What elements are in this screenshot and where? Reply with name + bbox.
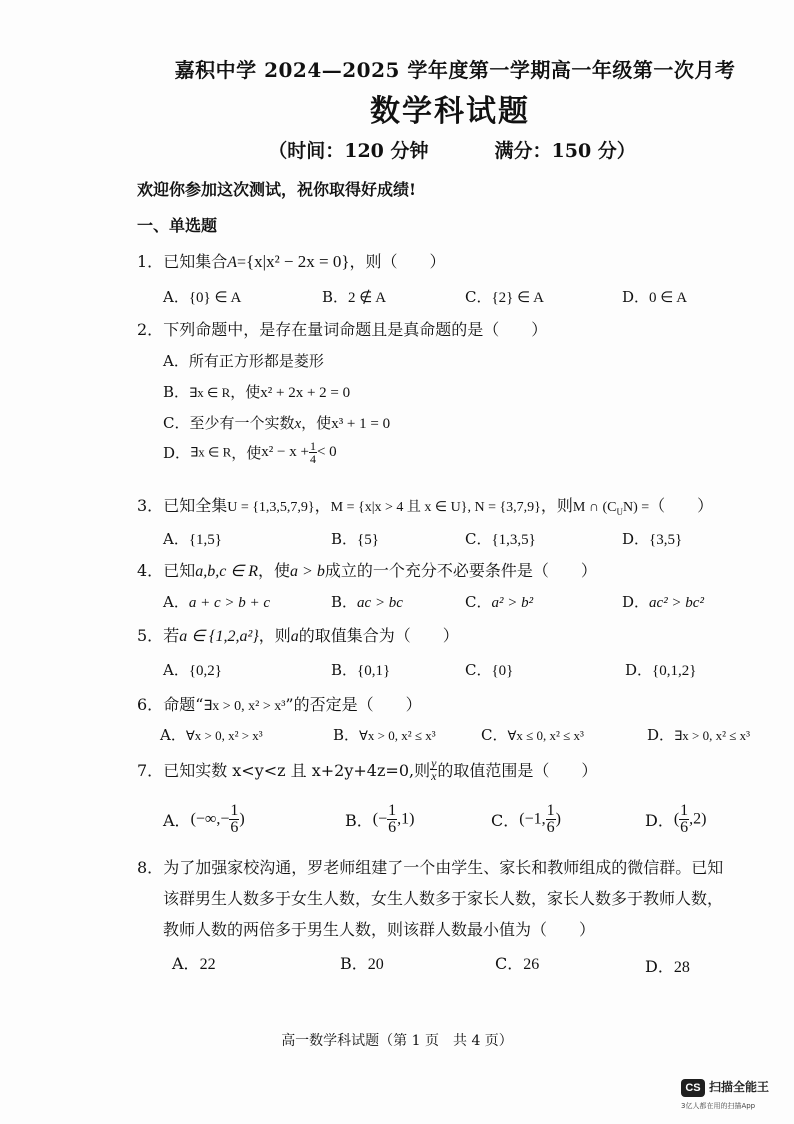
subject-title: 数学科试题 [370, 94, 530, 129]
option-c: C．(−1, $\frac{1}{6}$ ) [491, 802, 561, 836]
watermark-tagline: 3亿人都在用的扫描App [681, 1102, 756, 1110]
question-2 [137, 317, 547, 340]
question-4: 4．已知a,b,c ∈ R，使a > b成立的一个充分不必要条件是（ ） [137, 561, 597, 580]
option-a: A．所有正方形都是菱形 [163, 352, 324, 370]
exam-score: 满分：150 分） [494, 140, 636, 162]
option-b: B．{5} [331, 530, 379, 548]
option-a: A．{1,5} [163, 530, 222, 548]
question-5: 5．若a ∈ {1,2,a²}，则a的取值集合为（ ） [137, 626, 459, 645]
option-d: D．{0,1,2} [625, 661, 697, 679]
camscanner-logo-icon: CS [681, 1079, 705, 1097]
option-c: C．a² > b² [465, 593, 534, 611]
fraction: $\frac{1}{6}$ [230, 802, 239, 836]
option-b: B．∃x ∈ R，使x² + 2x + 2 = 0 [163, 383, 351, 401]
question-1 [137, 249, 446, 272]
welcome-message: 欢迎你参加这次测试，祝你取得好成绩! [137, 180, 417, 199]
page-footer: 高一数学科试题（第 1 页 共 4 页） [281, 1033, 513, 1049]
question-text: 该群男生人数多于女生人数，女生人数多于家长人数，家长人数多于教师人数， [163, 889, 724, 908]
question-text: 已知集合 [163, 252, 228, 271]
option-a: A．{0,2} [163, 661, 222, 679]
option-a: A．22 [172, 954, 216, 973]
option-c: C．∀x ≤ 0, x² ≤ x³ [481, 726, 584, 744]
scanner-watermark [681, 1075, 781, 1115]
exam-info [0, 136, 794, 163]
exam-time: （时间：120 分钟 [268, 140, 429, 162]
question-6: 6．命题“∃x > 0, x² > x³”的否定是（ ） [137, 695, 422, 714]
question-number: 1． [137, 252, 164, 271]
question-text: 下列命题中，是存在量词命题且是真命题的是（ ） [163, 320, 548, 339]
watermark-name: 扫描全能王 [709, 1080, 770, 1094]
fraction: $\frac{1}{6}$ [546, 802, 555, 836]
question-text: ，则（ ） [349, 252, 446, 271]
exam-header-title: 嘉积中学 2024—2025 学年度第一学期高一年级第一次月考 [174, 58, 736, 82]
option-d: D．28 [645, 957, 690, 976]
section-title: 一、单选题 [137, 216, 218, 235]
option-b: B．(− $\frac{1}{6}$ ,1) [345, 802, 415, 836]
option-d: D．ac² > bc² [622, 593, 704, 611]
option-c: C．至少有一个实数x，使x³ + 1 = 0 [163, 414, 391, 432]
option-a: A．(−∞,− $\frac{1}{6}$ ) [163, 802, 245, 836]
option-d: D．∃x ∈ R，使x² − x + $\frac{1}{4}$ < 0 [163, 439, 337, 466]
option-d: D．{3,5} [622, 530, 683, 548]
option-c: C．{2} ∈ A [465, 288, 544, 306]
option-a: A．∀x > 0, x² > x³ [160, 726, 263, 744]
question-3: 3．已知全集U = {1,3,5,7,9}，M = {x|x > 4 且 x ∈ U}, N = {3,7,9}，则M ∩ $(C_UN)$ =（ ） [137, 496, 714, 518]
option-b: B．{0,1} [331, 661, 391, 679]
question-7: 7．已知实数 x<y<z 且 x+2y+4z=0,则 $\frac{y}{x}$ 的取值范围是（ ） [137, 756, 598, 783]
question-text: 教师人数的两倍多于男生人数，则该群人数最小值为（ ） [163, 920, 596, 939]
option-a: A．a + c > b + c [163, 593, 271, 611]
option-d: D．( $\frac{1}{6}$ ,2) [645, 802, 707, 836]
option-c: C．{1,3,5} [465, 530, 536, 548]
option-b: B．ac > bc [331, 593, 403, 611]
fraction: $\frac{1}{6}$ [388, 802, 397, 836]
question-8: 8．为了加强家校沟通，罗老师组建了一个由学生、家长和教师组成的微信群。已知 [137, 858, 724, 877]
option-a: A．{0} ∈ A [163, 288, 242, 306]
option-c: C．{0} [465, 661, 514, 679]
fraction: $\frac{1}{4}$ [309, 439, 316, 466]
option-c: C．26 [495, 954, 540, 973]
math-expr: = [236, 254, 247, 271]
option-d: D．0 ∈ A [622, 288, 688, 306]
question-number: 2． [137, 320, 164, 339]
fraction: $\frac{1}{6}$ [680, 802, 689, 836]
math-expr: {x|x² − 2x = 0} [246, 252, 350, 271]
fraction: $\frac{y}{x}$ [431, 756, 437, 783]
option-b: B．20 [340, 954, 384, 973]
option-b: B．2 ∉ A [322, 288, 387, 306]
option-d: D．∃x > 0, x² ≤ x³ [647, 726, 751, 744]
math-expr: A [227, 254, 237, 271]
option-b: B．∀x > 0, x² ≤ x³ [333, 726, 436, 744]
